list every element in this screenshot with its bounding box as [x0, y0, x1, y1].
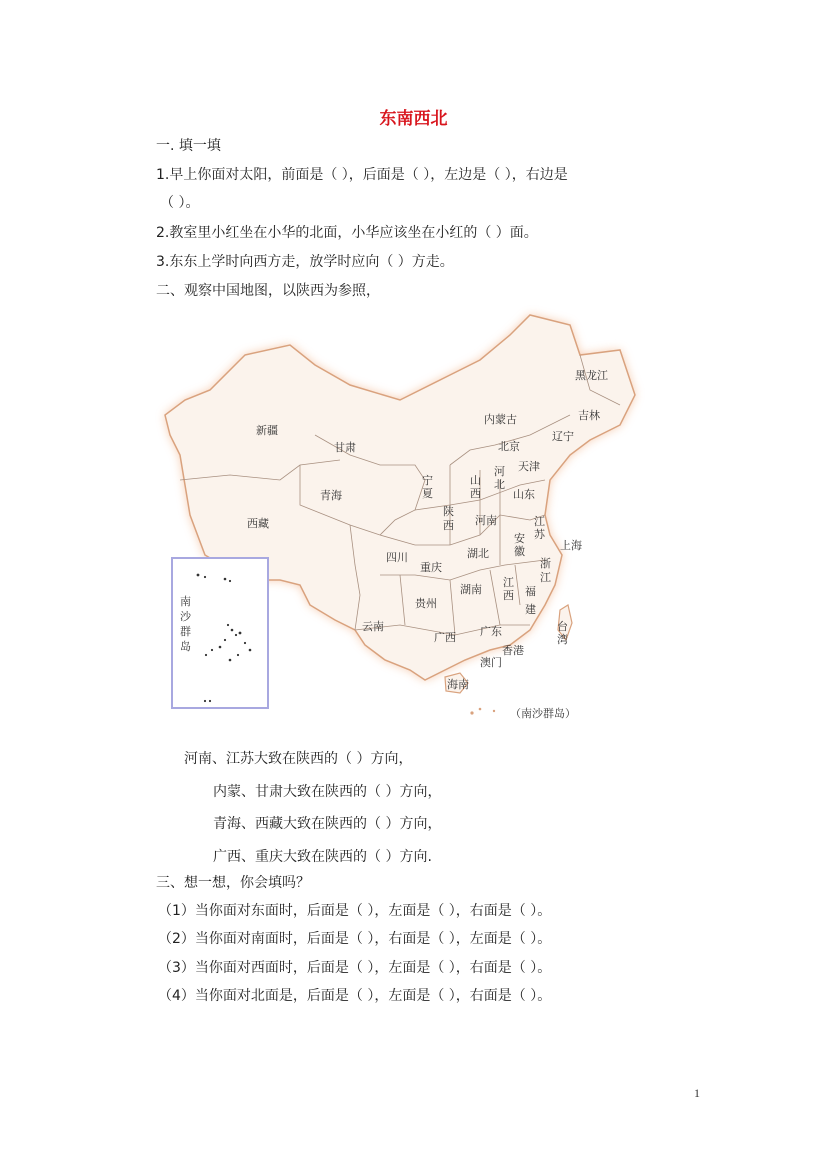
label-xinjiang: 新疆 — [256, 424, 278, 437]
label-jiangsu-2: 苏 — [534, 528, 545, 541]
label-fujian-1: 福 — [525, 585, 536, 598]
label-guizhou: 贵州 — [415, 597, 437, 610]
page-number: 1 — [694, 1086, 700, 1100]
label-fujian-2: 建 — [525, 603, 536, 616]
label-hebei-2: 北 — [494, 478, 505, 491]
inset-char-4: 岛 — [180, 640, 191, 653]
nansha-inset — [172, 558, 268, 708]
label-hubei: 湖北 — [467, 547, 489, 560]
label-neimenggu: 内蒙古 — [484, 413, 517, 426]
direction-question-4: （4）当你面对北面是，后面是（ ），左面是（ ），右面是（ ）。 — [158, 988, 552, 1004]
label-guangdong: 广东 — [480, 625, 502, 638]
label-jiangsu-1: 江 — [534, 515, 545, 528]
label-zhejiang-2: 江 — [540, 571, 551, 584]
label-chongqing: 重庆 — [420, 561, 442, 574]
question-1-line-1: 1.早上你面对太阳，前面是（ ），后面是（ ），左边是（ ），右边是 — [156, 167, 568, 183]
label-jilin: 吉林 — [578, 409, 600, 422]
question-2: 2.教室里小红坐在小华的北面，小华应该坐在小红的（ ）面。 — [156, 225, 538, 241]
label-sichuan: 四川 — [386, 551, 408, 564]
label-ningxia-2: 夏 — [422, 487, 433, 500]
section2-heading: 二、观察中国地图，以陕西为参照， — [156, 283, 380, 299]
label-shaanxi-2: 西 — [443, 519, 454, 532]
label-hebei-1: 河 — [494, 465, 505, 478]
direction-question-2: （2）当你面对南面时，后面是（ ），右面是（ ），左面是（ ）。 — [158, 931, 552, 947]
direction-question-3: （3）当你面对西面时，后面是（ ），左面是（ ），右面是（ ）。 — [158, 960, 552, 976]
label-gansu: 甘肃 — [334, 441, 356, 454]
section3-heading: 三、想一想，你会填吗？ — [156, 875, 310, 891]
page-title: 东南西北 — [379, 109, 448, 129]
label-guangxi: 广西 — [434, 631, 456, 644]
label-jiangxi-2: 西 — [503, 589, 514, 602]
map-question-4: 广西、重庆大致在陕西的（ ）方向. — [213, 849, 432, 865]
label-qinghai: 青海 — [320, 489, 342, 502]
label-shanxi-1: 山 — [470, 474, 481, 487]
label-xianggang: 香港 — [502, 644, 524, 657]
map-question-3: 青海、西藏大致在陕西的（ ）方向， — [213, 816, 442, 832]
label-anhui-1: 安 — [514, 532, 525, 545]
map-question-1: 河南、江苏大致在陕西的（ ）方向， — [184, 751, 413, 767]
inset-char-1: 南 — [180, 595, 191, 608]
label-jiangxi-1: 江 — [503, 576, 514, 589]
nansha-islands-mark — [470, 706, 576, 720]
china-map — [150, 305, 650, 725]
label-yunnan: 云南 — [362, 620, 384, 633]
direction-question-1: （1）当你面对东面时，后面是（ ），左面是（ ），右面是（ ）。 — [158, 903, 552, 919]
label-ningxia-1: 宁 — [422, 474, 433, 487]
question-3: 3.东东上学时向西方走，放学时应向（ ）方走。 — [156, 254, 454, 270]
label-taiwan-2: 湾 — [557, 633, 568, 646]
label-shanghai: 上海 — [560, 539, 582, 552]
label-shandong: 山东 — [513, 488, 535, 501]
section1-heading: 一. 填一填 — [156, 138, 221, 154]
inset-char-2: 沙 — [180, 610, 191, 623]
map-question-2: 内蒙、甘肃大致在陕西的（ ）方向， — [213, 784, 442, 800]
label-liaoning: 辽宁 — [552, 430, 574, 443]
label-hainan: 海南 — [447, 678, 469, 691]
label-heilongjiang: 黑龙江 — [575, 369, 608, 382]
label-beijing: 北京 — [498, 440, 520, 453]
label-anhui-2: 徽 — [514, 545, 525, 558]
label-aomen: 澳门 — [480, 656, 502, 669]
label-taiwan-1: 台 — [557, 620, 568, 633]
label-henan: 河南 — [475, 514, 497, 527]
label-zhejiang-1: 浙 — [540, 557, 551, 570]
label-xizang: 西藏 — [247, 517, 269, 530]
question-1-line-2: （ ）。 — [160, 195, 200, 211]
label-shaanxi-1: 陕 — [443, 505, 454, 518]
label-hunan: 湖南 — [460, 583, 482, 596]
label-shanxi-2: 西 — [470, 487, 481, 500]
nansha-label: （南沙群岛） — [510, 707, 576, 720]
inset-char-3: 群 — [180, 625, 191, 638]
label-tianjin: 天津 — [518, 460, 540, 473]
